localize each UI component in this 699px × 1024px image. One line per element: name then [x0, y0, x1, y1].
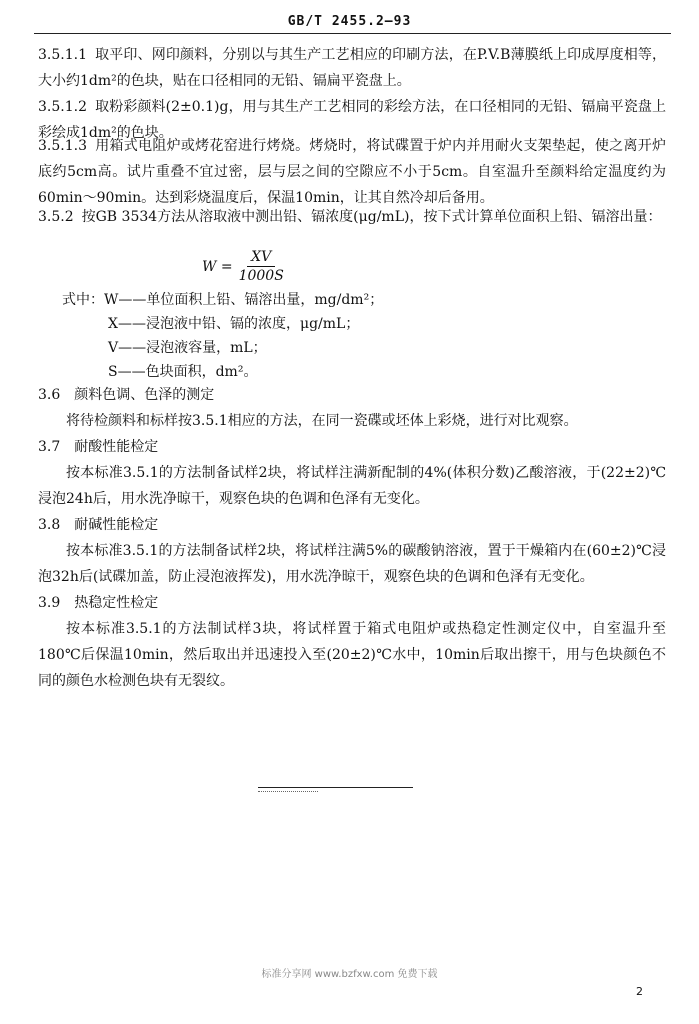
formula-denominator: 1000S [238, 268, 284, 284]
definition-item: V——浸泡液容量，mL； [108, 340, 267, 356]
clause-number: 3.5.1.3 [38, 138, 87, 154]
section-title: 颜料色调、色泽的测定 [74, 387, 215, 403]
definition-item: S——色块面积，dm²。 [108, 364, 258, 380]
section-3-9 [38, 590, 666, 694]
clause-3-5-2 [38, 204, 666, 230]
section-3-7 [38, 434, 666, 512]
clause-number: 3.5.1.2 [38, 99, 87, 115]
clause-number: 3.5.2 [38, 209, 74, 225]
section-number: 3.7 [38, 439, 61, 455]
end-of-document-rule [258, 787, 413, 788]
section-number: 3.6 [38, 387, 61, 403]
clause-text: 取平印、网印颜料，分别以与其生产工艺相应的印刷方法，在P.V.B薄膜纸上印成厚度相等，大小约1dm²的色块，贴在口径相同的无铅、镉扁平瓷盘上。 [38, 47, 666, 89]
definition-item: X——浸泡液中铅、镉的浓度，μg/mL； [108, 316, 360, 332]
section-title: 耐酸性能检定 [74, 439, 159, 455]
section-3-6 [38, 382, 666, 434]
footer-watermark: 标准分享网 www.bzfxw.com 免费下载 [261, 969, 438, 980]
formula-numerator: XV [247, 248, 275, 267]
clause-number: 3.5.1.1 [38, 47, 87, 63]
formula-fraction [239, 248, 284, 285]
clause-3-5-1-3 [38, 133, 666, 211]
section-number: 3.8 [38, 517, 61, 533]
section-text: 按本标准3.5.1的方法制备试样2块，将试样注满新配制的4%(体积分数)乙酸溶液，于(22±2)℃浸泡24h后，用水洗净晾干，观察色块的色调和色泽有无变化。 [38, 465, 666, 507]
section-title: 耐碱性能检定 [74, 517, 159, 533]
standard-code-header: GB/T 2455.2—93 [287, 14, 412, 29]
clause-text: 按GB 3534方法从溶取液中测出铅、镉浓度(μg/mL)，按下式计算单位面积上铅、镉溶出量： [81, 209, 662, 225]
formula-lhs: W = [202, 258, 233, 275]
page-number: 2 [636, 985, 643, 998]
section-title: 热稳定性检定 [74, 595, 159, 611]
definition-item: W——单位面积上铅、镉溶出量，mg/dm²； [104, 292, 384, 308]
end-of-document-rule-dotted [258, 791, 318, 792]
section-number: 3.9 [38, 595, 61, 611]
formula-definitions [62, 288, 383, 384]
clause-3-5-1-1 [38, 42, 666, 94]
clause-text: 用箱式电阻炉或烤花窑进行烤烧。烤烧时，将试碟置于炉内并用耐火支架垫起，使之离开炉底约5cm高。试片重叠不宜过密，层与层之间的空隙应不小于5cm。自室温升至颜料给定温度约为60min～90min。达到彩烧温度后，保温10min，让其自然冷却后备用。 [38, 138, 666, 206]
header-rule [34, 33, 671, 34]
section-text: 按本标准3.5.1的方法制备试样2块，将试样注满5%的碳酸钠溶液，置于干燥箱内在(60±2)℃浸泡32h后(试碟加盖，防止浸泡液挥发)，用水洗净晾干，观察色块的色调和色泽有无变化。 [38, 543, 666, 585]
clause-text: 取粉彩颜料(2±0.1)g，用与其生产工艺相同的彩绘方法，在口径相同的无铅、镉扁平瓷盘上彩绘成1dm²的色块。 [38, 99, 666, 141]
definitions-intro: 式中： [62, 292, 104, 308]
section-text: 按本标准3.5.1的方法制试样3块，将试样置于箱式电阻炉或热稳定性测定仪中，自室温升至180℃后保温10min，然后取出并迅速投入至(20±2)℃水中，10min后取出擦干，用与色块颜色不同的颜色水检测色块有无裂纹。 [38, 621, 666, 689]
formula [202, 248, 284, 285]
section-3-8 [38, 512, 666, 590]
section-text: 将待检颜料和标样按3.5.1相应的方法，在同一瓷碟或坯体上彩烧，进行对比观察。 [66, 413, 578, 429]
